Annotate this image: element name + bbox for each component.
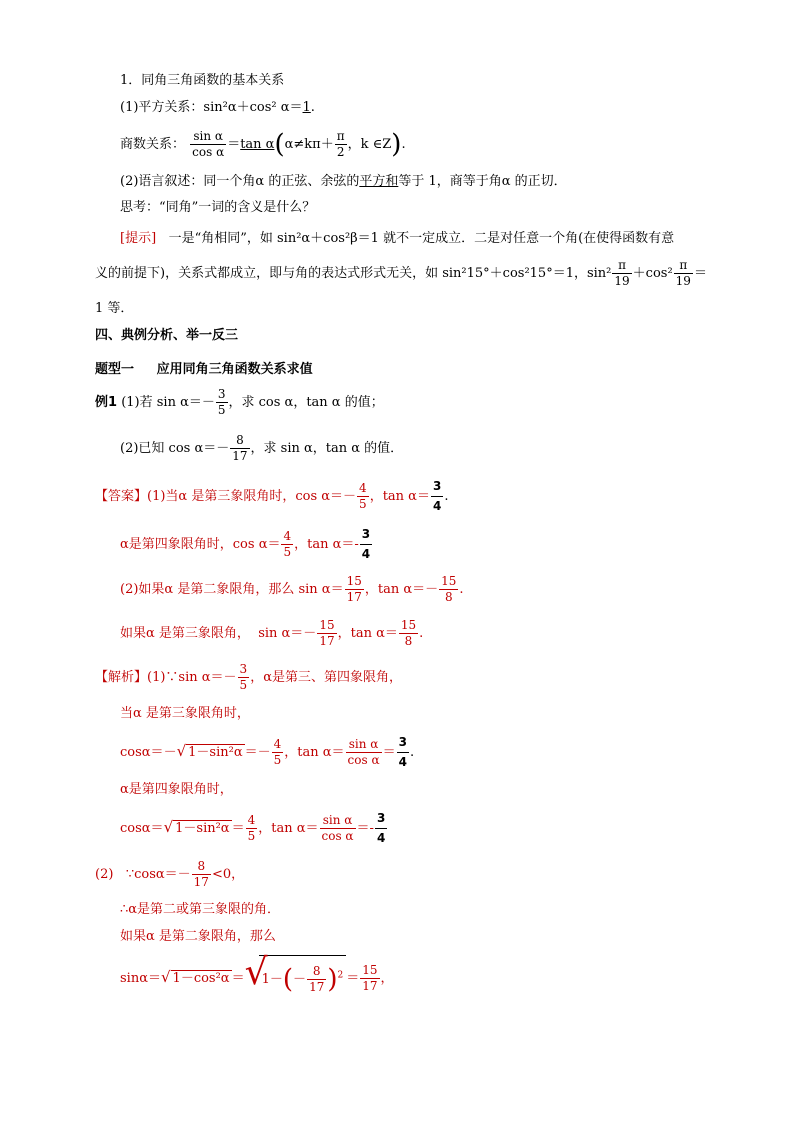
analysis-part-2-line-2: ∴α是第二或第三象限的角． — [120, 902, 281, 917]
hint-line-1: [提示] 一是“角相同”，如 sin²α＋cos²β＝1 就不一定成立．二是对任意一个角(在使得函数有意 — [120, 231, 675, 246]
analysis-line-5: cosα＝√ 1－sin²α ＝ $\frac{4}{5}$ ，tan α＝ $\frac{\text{sin α}}{\text{cos α}}$ ＝- $\frac{3}{4}$ — [120, 811, 386, 845]
example-1-part-2: (2)已知 cos α＝－ $\frac{8}{17}$ ，求 sin α，tan α 的值． — [120, 433, 404, 463]
hint-line-3: 1 等． — [95, 301, 134, 316]
analysis-line-1: 【解析】(1)∵sin α＝－ $\frac{3}{5}$ ，α是第三、第四象限角， — [95, 662, 402, 692]
analysis-line-3: cosα＝－√ 1－sin²α ＝－ $\frac{4}{5}$ ，tan α＝ $\frac{\text{sin α}}{\text{cos α}}$ ＝ $\frac{3}{4}$ . — [120, 735, 415, 769]
analysis-part-2-line-3: 如果α 是第二象限角，那么 — [120, 929, 276, 944]
square-relation: (1)平方关系：sin²α＋cos² α＝1. — [120, 100, 315, 115]
analysis-line-4: α是第四象限角时， — [120, 782, 233, 797]
hint-tag: [提示] — [120, 231, 157, 246]
answer-line-3: (2)如果α 是第二象限角，那么 sin α＝ $\frac{15}{17}$ ，tan α＝－ $\frac{15}{8}$ . — [120, 574, 464, 604]
analysis-tag: 【解析】 — [95, 670, 148, 685]
answer-line-1: 【答案】(1)当α 是第三象限角时，cos α＝－ $\frac{4}{5}$ ，tan α＝ $\frac{3}{4}$ . — [95, 479, 449, 513]
big-square-root: √ 1－(－ $\frac{8}{17}$ )$^2$ — [245, 955, 347, 1002]
quotient-relation: 商数关系： $\frac{\text{sin α}}{\text{cos α}}$ ＝tan α(α≠kπ＋ $\frac{\pi}{2}$ ，k ∈Z). — [120, 129, 406, 160]
problem-type-heading: 题型一 应用同角三角函数关系求值 — [95, 362, 313, 377]
think-question: 思考：“同角”一词的含义是什么？ — [120, 200, 316, 215]
section-heading: 1．同角三角函数的基本关系 — [120, 73, 285, 88]
answer-tag: 【答案】 — [95, 489, 148, 504]
example-label: 例1 — [95, 395, 118, 410]
analysis-line-2: 当α 是第三象限角时， — [120, 706, 250, 721]
example-1-part-1: 例1 (1)若 sin α＝－ $\frac{3}{5}$ ，求 cos α，tan α 的值； — [95, 387, 384, 417]
answer-line-4: 如果α 是第三象限角， sin α＝－ $\frac{15}{17}$ ，tan α＝ $\frac{15}{8}$ . — [120, 618, 424, 648]
analysis-part-2-line-1: (2) ∵cosα＝－ $\frac{8}{17}$ <0， — [95, 859, 245, 889]
section-four-heading: 四、典例分析、举一反三 — [95, 328, 239, 343]
hint-line-2: 义的前提下)，关系式都成立，即与角的表达式形式无关，如 sin²15°＋cos²15°＝1，sin² $\frac{\pi}{19}$ ＋cos² $\frac{\pi}{19}$ ＝ — [95, 258, 707, 288]
analysis-part-2-line-4: sinα＝√ 1－cos²α ＝ √ 1－(－ $\frac{8}{17}$ )$^2$ ＝ $\frac{15}{17}$ ， — [120, 955, 394, 1002]
answer-line-2: α是第四象限角时，cos α＝ $\frac{4}{5}$ ，tan α＝- $\frac{3}{4}$ — [120, 527, 371, 561]
verbal-description: (2)语言叙述：同一个角α 的正弦、余弦的平方和等于 1，商等于角α 的正切． — [120, 174, 567, 189]
